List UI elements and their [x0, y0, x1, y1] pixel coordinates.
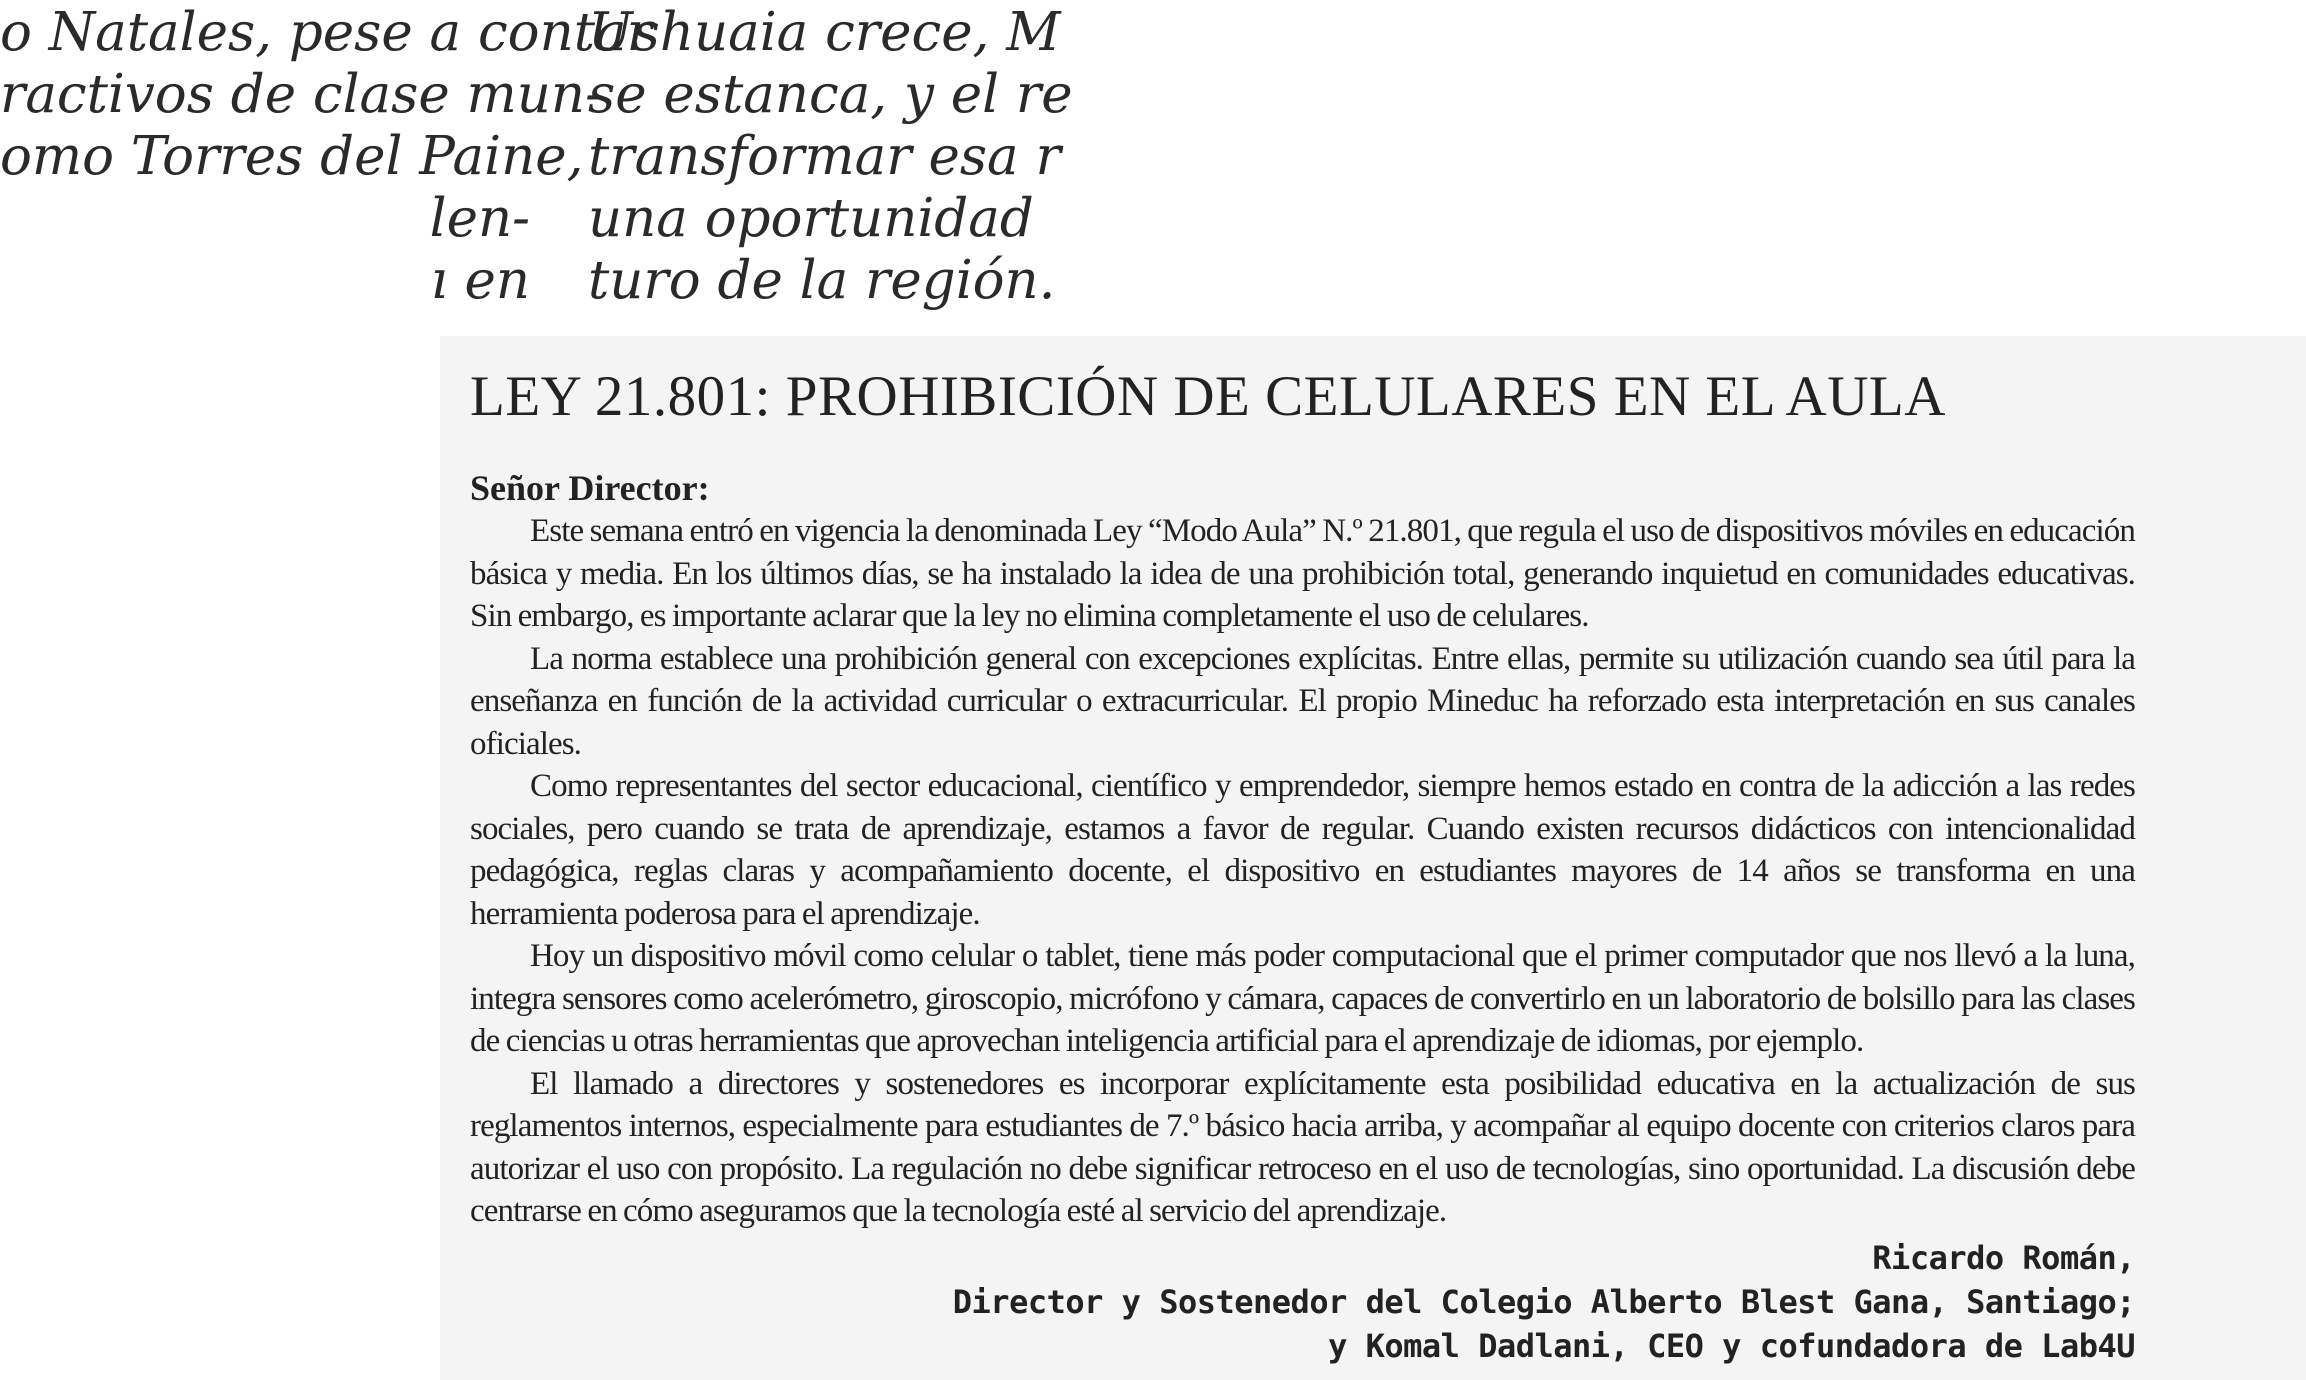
previous-article-line: len-	[429, 188, 530, 249]
previous-article-line: una oportunidad	[588, 188, 1034, 249]
signature-coauthor: y Komal Dadlani, CEO y cofundadora de Lab4U	[1328, 1327, 2135, 1365]
previous-article-line: o Natales, pese a contar	[0, 2, 652, 63]
letter-paragraph: Como representantes del sector educacional, científico y emprendedor, siempre hemos estado en contra de la adicción a las redes sociales, pero cuando se trata de aprendizaje, estamos a favor de regular. Cuando existen recursos didácticos con intencionalidad pedagógica, reglas claras y acompañamiento docente, el dispositivo en estudiantes mayores de 14 años se transforma en una herramienta poderosa para el aprendizaje.	[470, 768, 2135, 932]
previous-article-line: omo Torres del Paine,	[0, 126, 584, 187]
letter-salutation: Señor Director:	[470, 468, 710, 508]
letter-paragraph: El llamado a directores y sostenedores es incorporar explícitamente esta posibilidad educativa en la actualización de sus reglamentos internos, especialmente para estudiantes de 7.º básico hacia arriba, y acompañar al equipo docente con criterios claros para autorizar el uso con propósito. La regulación no debe significar retroceso en el uso de tecnologías, sino oportunidad. La discusión debe centrarse en cómo aseguramos que la tecnología esté al servicio del aprendizaje.	[470, 1065, 2135, 1229]
previous-article-left-column	[0, 2, 652, 312]
previous-article-line: se estanca, y el re	[588, 64, 1073, 125]
previous-article-line: transformar esa r	[588, 126, 1061, 187]
signature-author-name: Ricardo Román,	[1872, 1239, 2135, 1277]
letter-headline: LEY 21.801: PROHIBICIÓN DE CELULARES EN EL AULA	[470, 365, 1946, 428]
previous-article-line: turo de la región.	[588, 250, 1056, 311]
letter-paragraph: La norma establece una prohibición general con excepciones explícitas. Entre ellas, permite su utilización cuando sea útil para la enseñanza en función de la actividad curricular o extracurricular. El propio Mineduc ha reforzado esta interpretación en sus canales oficiales.	[470, 640, 2135, 762]
previous-article-line: Ushuaia crece, M	[588, 2, 1061, 63]
letter-paragraph: Este semana entró en vigencia la denominada Ley “Modo Aula” N.º 21.801, que regula el uso de dispositivos móviles en educación básica y media. En los últimos días, se ha instalado la idea de una prohibición total, generando inquietud en comunidades educativas. Sin embargo, es importante aclarar que la ley no elimina completamente el uso de celulares.	[470, 513, 2135, 634]
letter-body	[470, 510, 2135, 1233]
previous-article-line: ractivos de clase mun-	[0, 64, 603, 125]
letter-signature	[953, 1236, 2135, 1368]
signature-author-title: Director y Sostenedor del Colegio Alberto Blest Gana, Santiago;	[952, 1283, 2135, 1321]
previous-article-line: ı en	[430, 250, 530, 311]
letter-paragraph: Hoy un dispositivo móvil como celular o tablet, tiene más poder computacional que el primer computador que nos llevó a la luna, integra sensores como acelerómetro, giroscopio, micrófono y cámara, capaces de convertirlo en un laboratorio de bolsillo para las clases de ciencias u otras herramientas que aprovechan inteligencia artificial para el aprendizaje de idiomas, por ejemplo.	[470, 938, 2135, 1059]
previous-article-right-column	[588, 2, 1073, 312]
